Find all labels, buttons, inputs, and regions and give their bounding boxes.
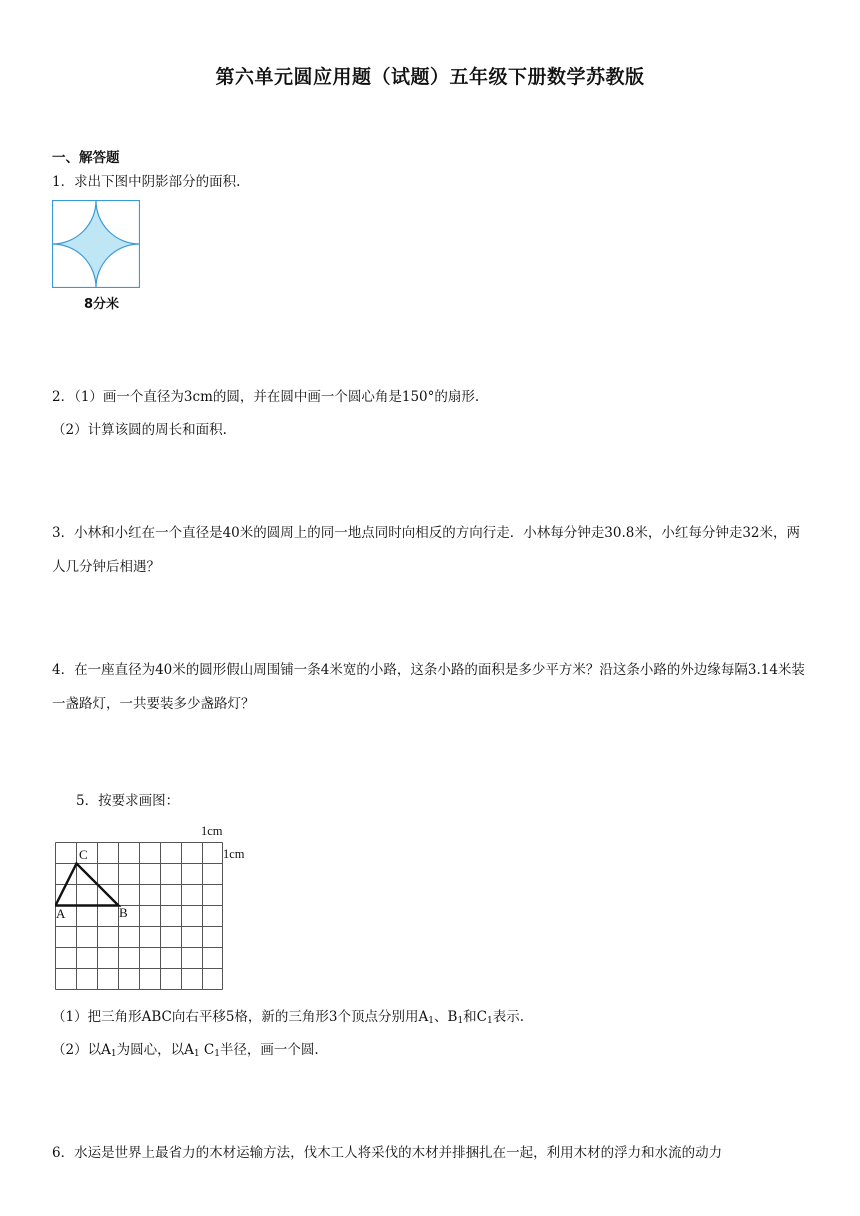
grid-unit-right: 1cm — [223, 847, 245, 861]
q5-p2-text-a: （2）以A — [52, 1042, 111, 1058]
grid-unit-top: 1cm — [201, 824, 223, 838]
point-b-label: B — [119, 905, 128, 920]
grid-figure — [55, 842, 223, 990]
question-5-part-2 — [52, 1040, 319, 1064]
q5-p1-text-a: （1）把三角形ABC向右平移5格，新的三角形3个顶点分别用A — [52, 1009, 429, 1025]
figure-side-label: 8分米 — [84, 297, 120, 312]
shaded-square-figure — [52, 200, 140, 288]
page-title: 第六单元圆应用题（试题）五年级下册数学苏教版 — [215, 66, 645, 88]
q5-p1-sub-1: 1 — [428, 1016, 435, 1026]
question-5-intro: 5．按要求画图： — [76, 793, 180, 809]
point-c-label: C — [79, 847, 88, 862]
q5-p2-text-c: C — [199, 1042, 215, 1058]
point-a-label: A — [56, 906, 66, 921]
question-3-text: 3．小林和小红在一个直径是40米的圆周上的同一地点同时向相反的方向行走．小林每分钟走30.8米，小红每分钟走32米，两人几分钟后相遇？ — [52, 525, 801, 575]
section-heading: 一、解答题 — [52, 150, 120, 166]
q5-p2-sub-2: 1 — [193, 1049, 200, 1059]
question-6-text: 6．水运是世界上最省力的木材运输方法，伐木工人将采伐的木材并排捆扎在一起，利用木材的浮力和水流的动力 — [52, 1145, 723, 1161]
q5-p2-sub-3: 1 — [214, 1049, 220, 1059]
question-2-part-1: 2．（1）画一个直径为3cm的圆，并在圆中画一个圆心角是150°的扇形. — [52, 389, 480, 405]
q5-p2-sub-1: 1 — [110, 1049, 117, 1059]
question-4-text: 4．在一座直径为40米的圆形假山周围铺一条4米宽的小路，这条小路的面积是多少平方米？沿这条小路的外边缘每隔3.14米装一盏路灯，一共要装多少盏路灯？ — [52, 662, 805, 712]
q5-p1-text-d: 表示. — [492, 1009, 525, 1025]
q5-p1-text-b: 、B — [434, 1009, 458, 1025]
q5-p1-text-c: 和C — [463, 1009, 488, 1025]
grid-lines — [56, 843, 223, 990]
q5-p1-sub-3: 1 — [487, 1016, 493, 1026]
question-1-text: 1．求出下图中阴影部分的面积. — [52, 174, 241, 190]
q5-p2-text-b: 为圆心，以A — [116, 1042, 194, 1058]
q5-p1-sub-2: 1 — [457, 1016, 464, 1026]
question-2-part-2: （2）计算该圆的周长和面积. — [52, 422, 227, 438]
q5-p2-text-d: 半径，画一个圆. — [219, 1042, 319, 1058]
question-5-part-1 — [52, 1007, 524, 1031]
